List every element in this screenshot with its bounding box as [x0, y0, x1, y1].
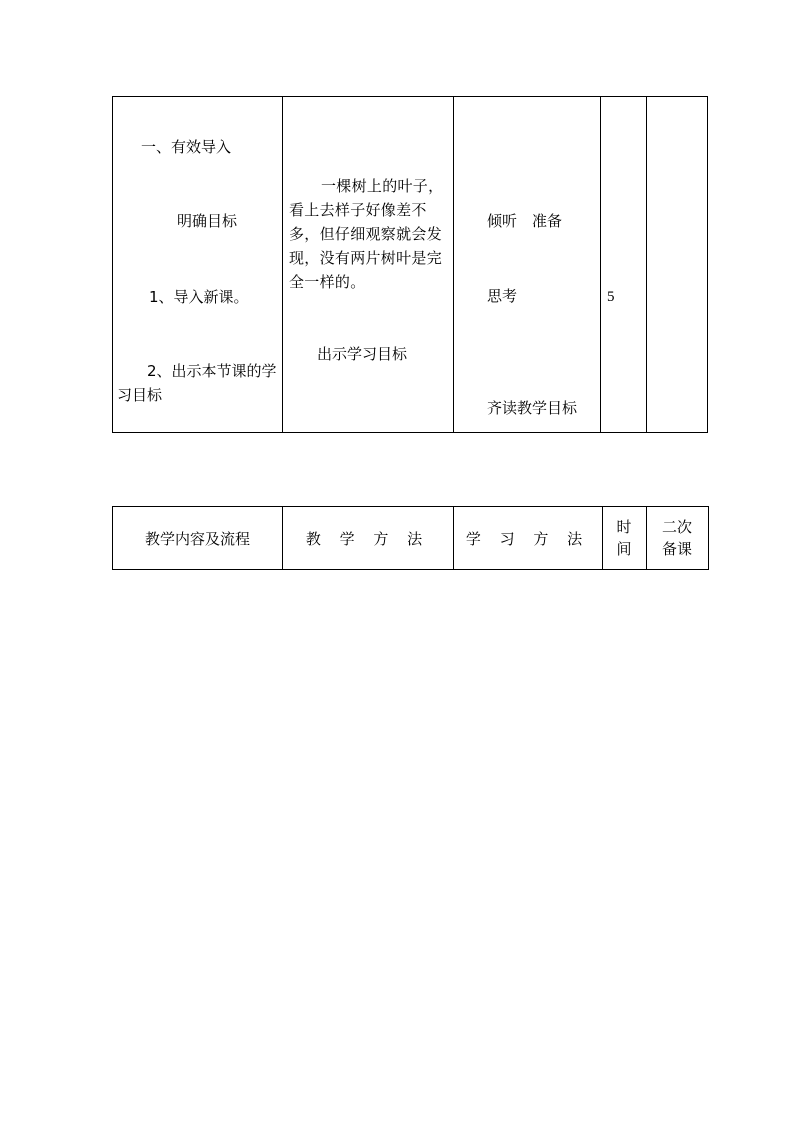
header-content-flow [113, 507, 282, 569]
goal-label: 明确目标 [177, 212, 238, 230]
listen-prepare: 倾听 准备 [487, 212, 563, 230]
read-goals: 齐读教学目标 [487, 399, 578, 417]
section-title: 一、有效导入 [141, 138, 232, 156]
header-time-line1: 时 [616, 518, 632, 536]
header-table [112, 506, 709, 570]
column-divider [282, 97, 283, 432]
time-value: 5 [607, 289, 615, 305]
column-divider [600, 97, 601, 432]
header-learning-method [453, 507, 602, 569]
header-content-label: 教学内容及流程 [144, 529, 250, 548]
think-label: 思考 [487, 287, 518, 305]
step-show-goals: 2、出示本节课的学习目标 [117, 362, 277, 404]
step-import-lesson: 1、导入新课。 [149, 288, 249, 306]
lesson-table [112, 96, 708, 433]
header-teaching-method [282, 507, 453, 569]
header-teaching-method-label: 教 学 方 法 [305, 529, 430, 548]
show-goals-method: 出示学习目标 [317, 345, 408, 363]
header-time-line2: 间 [616, 540, 632, 558]
header-second-prep-line1: 二次 [661, 518, 692, 536]
header-second-prep [646, 507, 708, 569]
header-time [602, 507, 646, 569]
column-divider [646, 97, 647, 432]
header-second-prep-line2: 备课 [661, 540, 692, 558]
leaf-paragraph: 一棵树上的叶子，看上去样子好像差不多，但仔细观察就会发现，没有两片树叶是完全一样的。 [289, 177, 444, 291]
header-learning-method-label: 学 习 方 法 [465, 529, 590, 548]
column-divider [453, 97, 454, 432]
